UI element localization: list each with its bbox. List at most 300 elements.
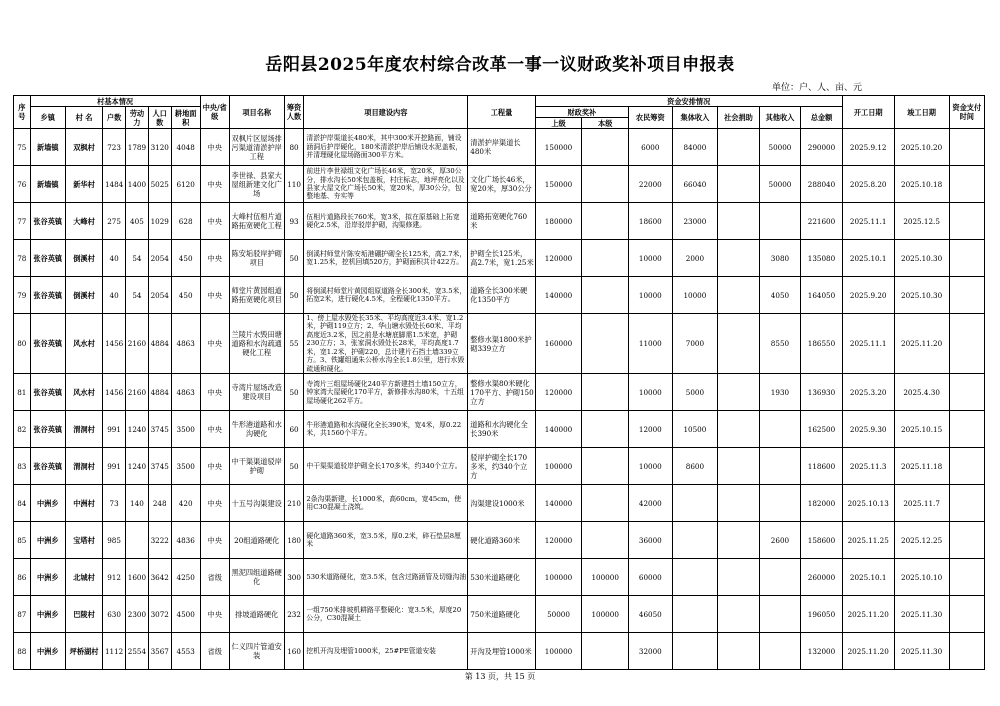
start-date-cell: 2025.11.1	[842, 203, 894, 240]
households-cell: 723	[103, 129, 126, 166]
village-cell: 坪桥湖村	[65, 633, 102, 670]
start-date-cell: 2025.9.30	[842, 411, 894, 448]
seq-cell: 80	[14, 314, 31, 374]
labor-cell: 2300	[126, 596, 149, 633]
funding-count-cell: 110	[284, 166, 304, 203]
population-cell: 3745	[148, 448, 171, 485]
funding-count-cell: 160	[284, 633, 304, 670]
table-row	[14, 374, 985, 411]
donation-cell	[718, 240, 759, 277]
farmer-fund-cell: 10000	[629, 240, 673, 277]
funding-count-cell: 80	[284, 129, 304, 166]
header-project-name: 项目名称	[229, 96, 284, 129]
households-cell: 275	[103, 203, 126, 240]
households-cell: 1456	[103, 314, 126, 374]
level-cell: 中央	[200, 485, 229, 522]
farmer-fund-cell: 32000	[629, 633, 673, 670]
header-upper: 上级	[535, 118, 582, 129]
town-cell: 中洲乡	[30, 559, 65, 596]
village-cell: 北城村	[65, 559, 102, 596]
funding-count-cell: 180	[284, 522, 304, 559]
start-date-cell: 2025.9.20	[842, 277, 894, 314]
header-fund-arrangement: 资金安排情况	[535, 96, 842, 107]
farmer-fund-cell: 18600	[629, 203, 673, 240]
header-village-basic: 村基本情况	[30, 96, 200, 107]
labor-cell: 2160	[126, 314, 149, 374]
table-row	[14, 448, 985, 485]
donation-cell	[718, 203, 759, 240]
collective-income-cell: 10500	[672, 411, 718, 448]
village-cell: 倒溪村	[65, 240, 102, 277]
project-name-cell: 李世禄、县家大屋组新建文化广场	[229, 166, 284, 203]
payment-time-cell	[949, 411, 984, 448]
collective-income-cell: 84000	[672, 129, 718, 166]
labor-cell: 1240	[126, 448, 149, 485]
collective-income-cell	[672, 522, 718, 559]
collective-income-cell: 2000	[672, 240, 718, 277]
labor-cell: 1240	[126, 411, 149, 448]
households-cell: 630	[103, 596, 126, 633]
finish-date-cell: 2025.10.30	[894, 240, 949, 277]
households-cell: 1456	[103, 374, 126, 411]
header-local: 本级	[582, 118, 629, 129]
population-cell: 4884	[148, 314, 171, 374]
content-cell: 530米道路硬化，宽3.5米，包含过路涵管及切缝沟油	[304, 559, 468, 596]
seq-cell: 87	[14, 596, 31, 633]
collective-income-cell	[672, 559, 718, 596]
project-name-cell: 师堂片黄园组道路拓宽硬化项目	[229, 277, 284, 314]
farmer-fund-cell: 12000	[629, 411, 673, 448]
population-cell: 3072	[148, 596, 171, 633]
population-cell: 3567	[148, 633, 171, 670]
finish-date-cell: 2025.11.18	[894, 448, 949, 485]
level-cell: 中央	[200, 374, 229, 411]
population-cell: 4884	[148, 374, 171, 411]
payment-time-cell	[949, 203, 984, 240]
donation-cell	[718, 129, 759, 166]
table-row	[14, 240, 985, 277]
content-cell: 寺湾片三组屋场硬化240平方新建挡土墙150立方，钟家湾大屋硬化170平方，新修排水沟80米，十五组屋场硬化262平方。	[304, 374, 468, 411]
farmer-fund-cell: 36000	[629, 522, 673, 559]
arable-cell: 450	[171, 277, 200, 314]
donation-cell	[718, 559, 759, 596]
households-cell: 912	[103, 559, 126, 596]
header-town: 乡镇	[30, 107, 65, 129]
other-income-cell: 1930	[759, 374, 800, 411]
arable-cell: 628	[171, 203, 200, 240]
collective-income-cell	[672, 485, 718, 522]
start-date-cell: 2025.10.13	[842, 485, 894, 522]
table-row	[14, 596, 985, 633]
town-cell: 张谷英镇	[30, 240, 65, 277]
village-cell: 风水村	[65, 374, 102, 411]
other-income-cell	[759, 448, 800, 485]
content-cell: 硬化道路360米，宽3.5米，厚0.2米，碎石垫层8厘米	[304, 522, 468, 559]
payment-time-cell	[949, 374, 984, 411]
project-name-cell: 双枫片区屋场排污渠道清淤护岸工程	[229, 129, 284, 166]
payment-time-cell	[949, 559, 984, 596]
header-farmer: 农民筹资	[629, 107, 673, 129]
content-cell: 前进片李世禄组文化广场长46米，宽20米，厚30公分，排水沟长50米包盖板，村庄标志，地坪亮化以及县家大屋文化广场长50米，宽20米，厚30公分，包整地基、夯实等	[304, 166, 468, 203]
local-fund-cell	[582, 374, 629, 411]
project-name-cell: 寺湾片屋场改造建设项目	[229, 374, 284, 411]
farmer-fund-cell: 10000	[629, 448, 673, 485]
quantity-cell: 整修水渠1800米护砌339立方	[468, 314, 535, 374]
village-cell: 新华村	[65, 166, 102, 203]
header-quantity: 工程量	[468, 96, 535, 129]
project-table	[13, 95, 985, 670]
start-date-cell: 2025.10.1	[842, 559, 894, 596]
donation-cell	[718, 522, 759, 559]
local-fund-cell	[582, 277, 629, 314]
start-date-cell: 2025.8.20	[842, 166, 894, 203]
town-cell: 张谷英镇	[30, 277, 65, 314]
arable-cell: 4250	[171, 559, 200, 596]
upper-fund-cell: 120000	[535, 240, 582, 277]
arable-cell: 4500	[171, 596, 200, 633]
donation-cell	[718, 596, 759, 633]
header-funding-count: 筹资人数	[284, 96, 304, 129]
households-cell: 985	[103, 522, 126, 559]
table-row	[14, 277, 985, 314]
unit-label: 单位：户、人、亩、元	[771, 83, 862, 93]
farmer-fund-cell: 6000	[629, 129, 673, 166]
start-date-cell: 2025.3.20	[842, 374, 894, 411]
collective-income-cell: 5000	[672, 374, 718, 411]
other-income-cell: 4050	[759, 277, 800, 314]
other-income-cell: 50000	[759, 166, 800, 203]
start-date-cell: 2025.10.1	[842, 240, 894, 277]
level-cell: 中央	[200, 166, 229, 203]
seq-cell: 82	[14, 411, 31, 448]
other-income-cell: 8550	[759, 314, 800, 374]
finish-date-cell: 2025.12.5	[894, 203, 949, 240]
table-body	[14, 129, 985, 670]
upper-fund-cell: 100000	[535, 559, 582, 596]
local-fund-cell	[582, 448, 629, 485]
upper-fund-cell: 140000	[535, 277, 582, 314]
total-cell: 186550	[801, 314, 843, 374]
seq-cell: 77	[14, 203, 31, 240]
start-date-cell: 2025.11.20	[842, 596, 894, 633]
population-cell: 3745	[148, 411, 171, 448]
header-collective: 集体收入	[672, 107, 718, 129]
seq-cell: 75	[14, 129, 31, 166]
donation-cell	[718, 485, 759, 522]
donation-cell	[718, 277, 759, 314]
funding-count-cell: 232	[284, 596, 304, 633]
arable-cell: 4836	[171, 522, 200, 559]
town-cell: 张谷英镇	[30, 203, 65, 240]
table-row	[14, 633, 985, 670]
farmer-fund-cell: 10000	[629, 277, 673, 314]
population-cell: 3222	[148, 522, 171, 559]
total-cell: 164050	[801, 277, 843, 314]
header-level: 中央/省级	[200, 96, 229, 129]
payment-time-cell	[949, 129, 984, 166]
town-cell: 张谷英镇	[30, 411, 65, 448]
finish-date-cell: 2025.10.18	[894, 166, 949, 203]
quantity-cell: 驳岸护砌全长170多米，约340个立方	[468, 448, 535, 485]
village-cell: 渭洞村	[65, 411, 102, 448]
level-cell: 中央	[200, 203, 229, 240]
funding-count-cell: 60	[284, 411, 304, 448]
local-fund-cell	[582, 129, 629, 166]
payment-time-cell	[949, 522, 984, 559]
level-cell: 中央	[200, 129, 229, 166]
donation-cell	[718, 374, 759, 411]
quantity-cell: 硬化道路360米	[468, 522, 535, 559]
donation-cell	[718, 411, 759, 448]
finish-date-cell: 2025.10.10	[894, 559, 949, 596]
table-row	[14, 166, 985, 203]
arable-cell: 4863	[171, 314, 200, 374]
labor-cell: 54	[126, 277, 149, 314]
content-cell: 1、傍上屋水毁处长35米、平均高度近3.4米、宽1.2米，护砌119立方；2、华山塘水毁处长60米、平均高度近3.2米，因之前是水塘底脚需1.5米宽，护砌230立方；3、张家洞水毁处长28米，平均高度1.7米，宽1.2米，护砌220，总计建片石挡土墙339立方。3、铁罐组通朱公桥水沟全长1.8公里，进行水毁疏通和硬化。	[304, 314, 468, 374]
other-income-cell	[759, 411, 800, 448]
content-cell: 2条沟渠新建，长1000米，高60cm，宽45cm，使用C30混凝土浇筑。	[304, 485, 468, 522]
header-finish: 竣工日期	[894, 96, 949, 129]
local-fund-cell	[582, 411, 629, 448]
funding-count-cell: 93	[284, 203, 304, 240]
local-fund-cell	[582, 240, 629, 277]
seq-cell: 85	[14, 522, 31, 559]
header-other: 其他收入	[759, 107, 800, 129]
arable-cell: 3500	[171, 411, 200, 448]
content-cell: 将倒溪村师堂片黄园组原道路全长300米，宽3.5米，拓宽2米，进行硬化4.5米，全程硬化1350平方。	[304, 277, 468, 314]
finish-date-cell: 2025.11.7	[894, 485, 949, 522]
quantity-cell: 750米道路硬化	[468, 596, 535, 633]
project-name-cell: 黑泥四组道路硬化	[229, 559, 284, 596]
donation-cell	[718, 448, 759, 485]
labor-cell: 140	[126, 485, 149, 522]
local-fund-cell: 100000	[582, 596, 629, 633]
village-cell: 大峰村	[65, 203, 102, 240]
header-labor: 劳动力	[126, 107, 149, 129]
start-date-cell: 2025.11.1	[842, 314, 894, 374]
farmer-fund-cell: 10000	[629, 374, 673, 411]
village-cell: 渭洞村	[65, 448, 102, 485]
local-fund-cell: 100000	[582, 559, 629, 596]
town-cell: 中洲乡	[30, 596, 65, 633]
population-cell: 2054	[148, 240, 171, 277]
header-start: 开工日期	[842, 96, 894, 129]
seq-cell: 81	[14, 374, 31, 411]
finish-date-cell: 2025.11.30	[894, 596, 949, 633]
project-name-cell: 牛形港道路和水沟硬化	[229, 411, 284, 448]
local-fund-cell	[582, 522, 629, 559]
upper-fund-cell: 120000	[535, 522, 582, 559]
population-cell: 248	[148, 485, 171, 522]
level-cell: 中央	[200, 240, 229, 277]
header-total: 总金额	[801, 107, 843, 129]
other-income-cell	[759, 596, 800, 633]
arable-cell: 450	[171, 240, 200, 277]
arable-cell: 3500	[171, 448, 200, 485]
population-cell: 2054	[148, 277, 171, 314]
project-name-cell: 20组道路硬化	[229, 522, 284, 559]
population-cell: 5025	[148, 166, 171, 203]
arable-cell: 420	[171, 485, 200, 522]
payment-time-cell	[949, 314, 984, 374]
total-cell: 182000	[801, 485, 843, 522]
payment-time-cell	[949, 166, 984, 203]
header-content: 项目建设内容	[304, 96, 468, 129]
level-cell: 中央	[200, 277, 229, 314]
farmer-fund-cell: 22000	[629, 166, 673, 203]
households-cell: 991	[103, 448, 126, 485]
village-cell: 风水村	[65, 314, 102, 374]
collective-income-cell	[672, 596, 718, 633]
start-date-cell: 2025.11.25	[842, 522, 894, 559]
town-cell: 张谷英镇	[30, 374, 65, 411]
table-row	[14, 485, 985, 522]
project-name-cell: 排坡道路硬化	[229, 596, 284, 633]
table-row	[14, 129, 985, 166]
upper-fund-cell: 150000	[535, 166, 582, 203]
page-footer: 第 13 页，共 15 页	[464, 672, 536, 681]
households-cell: 40	[103, 240, 126, 277]
other-income-cell: 2600	[759, 522, 800, 559]
donation-cell	[718, 633, 759, 670]
town-cell: 中洲乡	[30, 633, 65, 670]
farmer-fund-cell: 11000	[629, 314, 673, 374]
arable-cell: 4553	[171, 633, 200, 670]
upper-fund-cell: 140000	[535, 411, 582, 448]
header-village: 村 名	[65, 107, 102, 129]
quantity-cell: 530米道路硬化	[468, 559, 535, 596]
town-cell: 新墙镇	[30, 166, 65, 203]
header-seq: 序号	[14, 96, 31, 129]
payment-time-cell	[949, 633, 984, 670]
funding-count-cell: 50	[284, 448, 304, 485]
project-name-cell: 大峰村伍相片道路拓宽硬化工程	[229, 203, 284, 240]
arable-cell: 4863	[171, 374, 200, 411]
content-cell: 伍相片道路段长760米，宽3米，拟在原基础上拓宽硬化2.5米，沿岸驳岸护砌，沟渠修建。	[304, 203, 468, 240]
population-cell: 1029	[148, 203, 171, 240]
local-fund-cell	[582, 203, 629, 240]
collective-income-cell: 7000	[672, 314, 718, 374]
quantity-cell: 沟渠建设1000米	[468, 485, 535, 522]
funding-count-cell: 300	[284, 559, 304, 596]
funding-count-cell: 50	[284, 240, 304, 277]
finish-date-cell: 2025.4.30	[894, 374, 949, 411]
donation-cell	[718, 314, 759, 374]
header-population: 人口数	[148, 107, 171, 129]
table-row	[14, 522, 985, 559]
start-date-cell: 2025.9.12	[842, 129, 894, 166]
quantity-cell: 道路和水沟硬化全长390米	[468, 411, 535, 448]
village-cell: 巴陵村	[65, 596, 102, 633]
households-cell: 40	[103, 277, 126, 314]
total-cell: 260000	[801, 559, 843, 596]
content-cell: 倒溪村师堂片陈安垢港硼护砌全长125米，高2.7米，宽1.25米，挖机回填520方，护砌面积共计422方。	[304, 240, 468, 277]
collective-income-cell	[672, 633, 718, 670]
payment-time-cell	[949, 240, 984, 277]
total-cell: 221600	[801, 203, 843, 240]
labor-cell: 2160	[126, 374, 149, 411]
payment-time-cell	[949, 596, 984, 633]
village-cell: 双枫村	[65, 129, 102, 166]
arable-cell: 6120	[171, 166, 200, 203]
labor-cell: 54	[126, 240, 149, 277]
project-name-cell: 兰陵片水毁田塘道路和水沟疏通硬化工程	[229, 314, 284, 374]
header-payment: 资金支付时间	[949, 96, 984, 129]
seq-cell: 76	[14, 166, 31, 203]
other-income-cell	[759, 485, 800, 522]
village-cell: 宝塔村	[65, 522, 102, 559]
total-cell: 118600	[801, 448, 843, 485]
quantity-cell: 文化广场长46米，宽20米，厚30公分	[468, 166, 535, 203]
finish-date-cell: 2025.11.20	[894, 314, 949, 374]
header-donation: 社会捐助	[718, 107, 759, 129]
upper-fund-cell: 50000	[535, 596, 582, 633]
quantity-cell: 开沟及埋管1000米	[468, 633, 535, 670]
finish-date-cell: 2025.10.30	[894, 277, 949, 314]
other-income-cell: 3080	[759, 240, 800, 277]
total-cell: 135080	[801, 240, 843, 277]
labor-cell	[126, 522, 149, 559]
total-cell: 158600	[801, 522, 843, 559]
local-fund-cell	[582, 485, 629, 522]
level-cell: 省级	[200, 559, 229, 596]
labor-cell: 1789	[126, 129, 149, 166]
seq-cell: 79	[14, 277, 31, 314]
content-cell: 一组750米排坡机耕路平整硬化：宽3.5米，厚度20公分，C30混凝土	[304, 596, 468, 633]
seq-cell: 83	[14, 448, 31, 485]
level-cell: 中央	[200, 596, 229, 633]
labor-cell: 1600	[126, 559, 149, 596]
population-cell: 3642	[148, 559, 171, 596]
content-cell: 挖机开沟及埋管1000米，25#PE管道安装	[304, 633, 468, 670]
upper-fund-cell: 100000	[535, 448, 582, 485]
project-name-cell: 仁义四片管道安装	[229, 633, 284, 670]
labor-cell: 1400	[126, 166, 149, 203]
quantity-cell: 道路全长300米硬化1350平方	[468, 277, 535, 314]
quantity-cell: 清淤护岸渠道长480米	[468, 129, 535, 166]
upper-fund-cell: 180000	[535, 203, 582, 240]
households-cell: 991	[103, 411, 126, 448]
households-cell: 1112	[103, 633, 126, 670]
households-cell: 73	[103, 485, 126, 522]
local-fund-cell	[582, 166, 629, 203]
total-cell: 288040	[801, 166, 843, 203]
payment-time-cell	[949, 277, 984, 314]
header-arable: 耕地面积	[171, 107, 200, 129]
funding-count-cell: 50	[284, 374, 304, 411]
level-cell: 省级	[200, 633, 229, 670]
other-income-cell	[759, 633, 800, 670]
header-households: 户数	[103, 107, 126, 129]
total-cell: 136930	[801, 374, 843, 411]
header-fiscal-award: 财政奖补	[535, 107, 628, 118]
funding-count-cell: 55	[284, 314, 304, 374]
town-cell: 中洲乡	[30, 522, 65, 559]
village-cell: 倒溪村	[65, 277, 102, 314]
labor-cell: 2554	[126, 633, 149, 670]
seq-cell: 78	[14, 240, 31, 277]
seq-cell: 84	[14, 485, 31, 522]
level-cell: 中央	[200, 411, 229, 448]
collective-income-cell: 8600	[672, 448, 718, 485]
level-cell: 中央	[200, 522, 229, 559]
page-title: 岳阳县2025年度农村综合改革一事一议财政奖补项目申报表	[265, 55, 735, 75]
table-row	[14, 411, 985, 448]
seq-cell: 86	[14, 559, 31, 596]
upper-fund-cell: 150000	[535, 129, 582, 166]
households-cell: 1484	[103, 166, 126, 203]
farmer-fund-cell: 42000	[629, 485, 673, 522]
